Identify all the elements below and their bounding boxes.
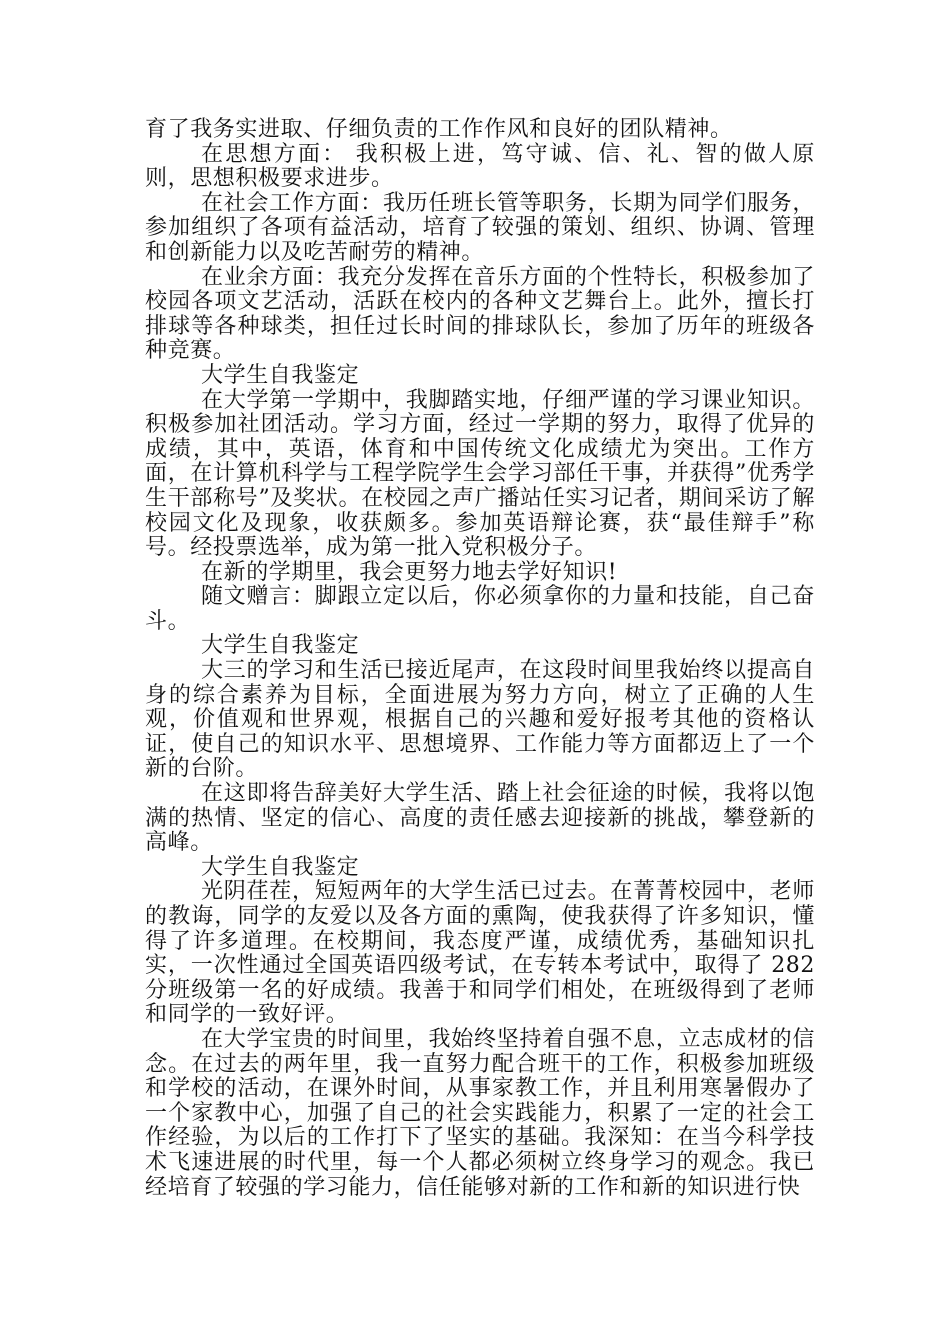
paragraph-first-semester: 在大学第一学期中，我脚踏实地，仔细严谨的学习课业知识。积极参加社团活动。学习方面，经过一学期的努力，取得了优异的成绩，其中，英语，体育和中国传统文化成绩尤为突出。工作方面，在计算机科学与工程学院学生会学习部任干事，并获得”优秀学生干部称号”及奖状。在校园之声广播站任实习记者，期间采访了解校园文化及现象，收获颇多。参加英语辩论赛，获“最佳辩手”称号。经投票选举，成为第一批入党积极分子。: [145, 387, 815, 561]
section-heading: 大学生自我鉴定: [201, 633, 360, 659]
paragraph-thought: 在思想方面： 我积极上进，笃守诚、信、礼、智的做人原则，思想积极要求进步。: [145, 141, 815, 192]
paragraph-continuation: 育了我务实进取、仔细负责的工作作风和良好的团队精神。: [145, 117, 733, 142]
section-heading: 大学生自我鉴定: [201, 362, 360, 388]
paragraph-new-semester: 在新的学期里，我会更努力地去学好知识!: [201, 559, 618, 585]
paragraph-two-years: 光阴荏茬，短短两年的大学生活已过去。在菁菁校园中，老师的教诲，同学的友爱以及各方面的熏陶，使我获得了许多知识，懂得了许多道理。在校期间，我态度严谨，成绩优秀，基础知识扎实，一次性通过全国英语四级考试，在专转本考试中，取得了 282 分班级第一名的好成绩。我善于和同学们相处，在班级得到了老师和同学的一致好评。: [145, 879, 815, 1028]
paragraph-social-work: 在社会工作方面：我历任班长管等职务，长期为同学们服务，参加组织了各项有益活动，培育了较强的策划、组织、协调、管理和创新能力以及吃苦耐劳的精神。: [145, 190, 815, 265]
paragraph-motto: 随文赠言：脚跟立定以后，你必须拿你的力量和技能，自己奋斗。: [145, 584, 815, 634]
paragraph-leisure: 在业余方面：我充分发挥在音乐方面的个性特长，积极参加了校园各项文艺活动，活跃在校内的各种文艺舞台上。此外，擅长打排球等各种球类，担任过长时间的排球队长，参加了历年的班级各种竞赛。: [145, 264, 815, 364]
paragraph-farewell: 在这即将告辞美好大学生活、踏上社会征途的时候，我将以饱满的热情、坚定的信心、高度的责任感去迎接新的挑战，攀登新的高峰。: [145, 781, 815, 856]
paragraph-precious-time: 在大学宝贵的时间里，我始终坚持着自强不息，立志成材的信念。在过去的两年里，我一直努力配合班干的工作，积极参加班级和学校的活动，在课外时间，从事家教工作，并且利用寒暑假办了一个家教中心，加强了自己的社会实践能力，积累了一定的社会工作经验，为以后的工作打下了坚实的基础。我深知：在当今科学技术飞速进展的时代里，每一个人都必须树立终身学习的观念。我已经培育了较强的学习能力，信任能够对新的工作和新的知识进行快: [145, 1026, 815, 1200]
section-heading: 大学生自我鉴定: [201, 854, 360, 880]
document-body: [145, 118, 815, 1200]
paragraph-third-year: 大三的学习和生活已接近尾声，在这段时间里我始终以提高自身的综合素养为目标，全面进展为努力方向，树立了正确的人生观，价值观和世界观，根据自己的兴趣和爱好报考其他的资格认证，使自己的知识水平、思想境界、工作能力等方面都迈上了一个新的台阶。: [145, 658, 815, 782]
